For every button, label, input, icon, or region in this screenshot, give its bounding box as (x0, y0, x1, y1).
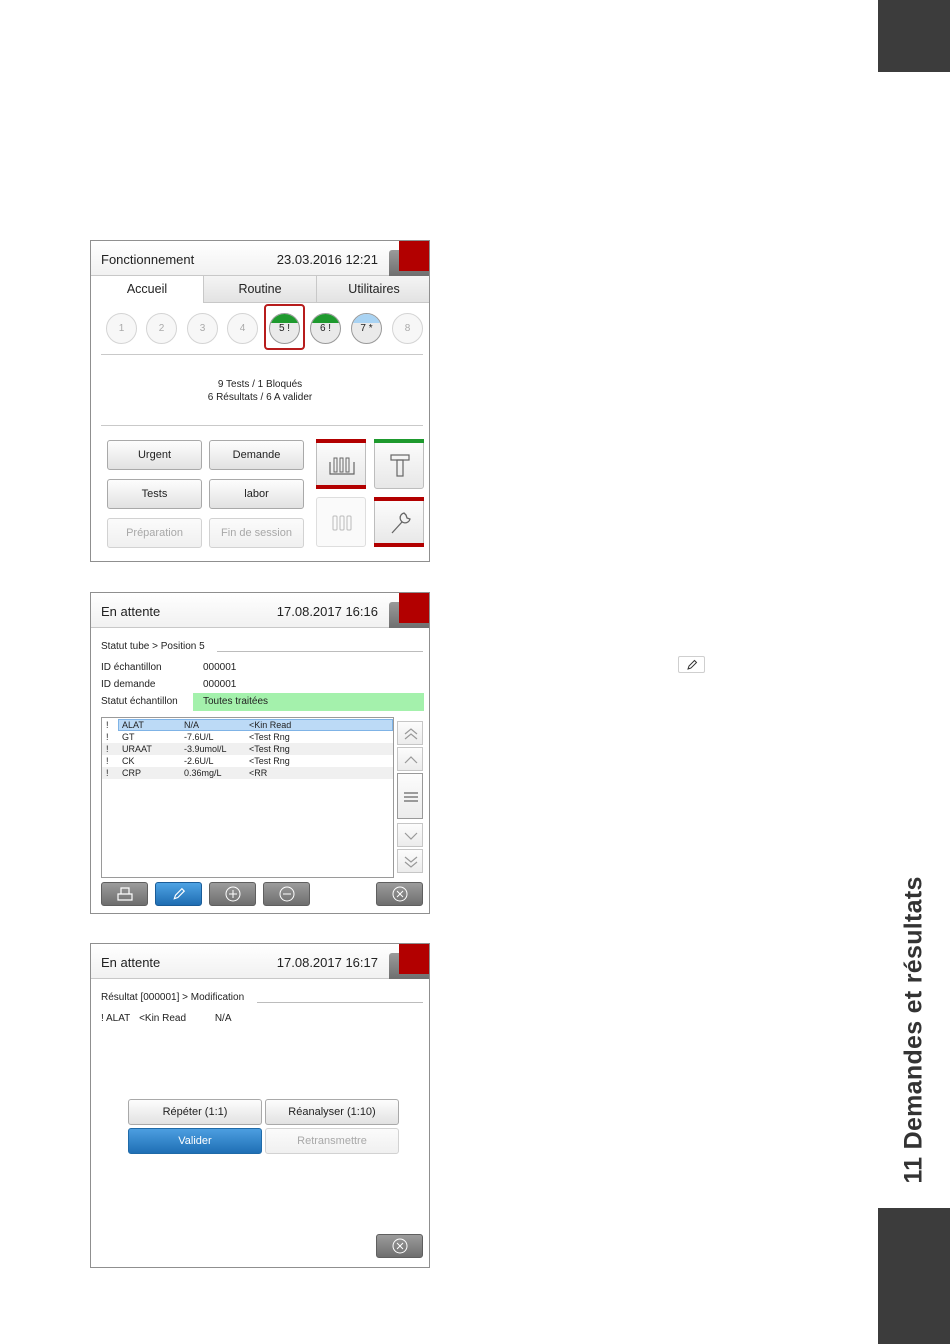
chevron-down-icon (403, 828, 419, 844)
screen-header (91, 241, 429, 276)
header-datetime: 23.03.2016 12:21 (276, 252, 378, 267)
fin-session-button[interactable]: Fin de session (209, 518, 304, 548)
status-bar-red (374, 543, 424, 547)
position-1[interactable]: 1 (106, 313, 137, 344)
screen-result-modification (90, 943, 430, 1268)
screen-title: En attente (101, 604, 161, 619)
field-value: 000001 (203, 679, 237, 690)
screen-header (91, 593, 429, 628)
remove-button[interactable] (263, 882, 310, 906)
scroll-top-button[interactable] (397, 721, 423, 745)
pencil-icon (172, 887, 186, 901)
results-list (101, 717, 394, 878)
scroll-bottom-button[interactable] (397, 849, 423, 873)
reagent-cassette-icon (385, 450, 415, 480)
urgent-button[interactable]: Urgent (107, 440, 202, 470)
divider (101, 425, 423, 426)
scroll-down-button[interactable] (397, 823, 423, 847)
add-button[interactable] (209, 882, 256, 906)
tubes-icon (327, 508, 357, 538)
table-row[interactable]: ! CRP 0.36mg/L <RR (102, 767, 393, 779)
maintenance-tile[interactable] (374, 497, 424, 547)
summary-results: 6 Résultats / 6 A valider (207, 392, 313, 403)
status-badge: Toutes traitées (193, 693, 424, 711)
tab-accueil[interactable]: Accueil (91, 276, 204, 303)
chapter-tab-bottom (878, 1208, 950, 1344)
tab-utilitaires[interactable]: Utilitaires (317, 276, 430, 303)
double-chevron-down-icon (403, 854, 419, 870)
position-4[interactable]: 4 (227, 313, 258, 344)
status-bar-red (316, 439, 366, 443)
field-label: ID échantillon (101, 662, 162, 673)
tab-routine[interactable]: Routine (204, 276, 317, 303)
printer-icon (116, 887, 134, 901)
field-label: ID demande (101, 679, 156, 690)
chapter-title: 11 Demandes et résultats (899, 876, 928, 1184)
close-icon (392, 886, 408, 902)
breadcrumb: Résultat [000001] > Modification (101, 992, 245, 1003)
screen-header (91, 944, 429, 979)
retransmettre-button[interactable]: Retransmettre (265, 1128, 399, 1154)
chapter-tab-top (878, 0, 950, 72)
screen-tube-status (90, 592, 430, 914)
screen-title: En attente (101, 955, 161, 970)
breadcrumb-rule (217, 651, 423, 652)
status-bar-red (374, 497, 424, 501)
divider (101, 354, 423, 355)
breadcrumb: Statut tube > Position 5 (101, 641, 205, 652)
minus-circle-icon (279, 886, 295, 902)
close-icon (392, 1238, 408, 1254)
sample-rack-icon (327, 450, 357, 480)
plus-circle-icon (225, 886, 241, 902)
position-7[interactable]: 7 * (351, 313, 382, 344)
alarm-indicator[interactable] (399, 593, 429, 623)
position-2[interactable]: 2 (146, 313, 177, 344)
reagent-tile[interactable] (374, 439, 424, 489)
table-row[interactable]: ! ALAT N/A <Kin Read (102, 719, 393, 731)
sample-rack-tile[interactable] (316, 439, 366, 489)
position-3[interactable]: 3 (187, 313, 218, 344)
print-button[interactable] (101, 882, 148, 906)
position-8[interactable]: 8 (392, 313, 423, 344)
double-chevron-up-icon (403, 726, 419, 742)
edit-button[interactable] (155, 882, 202, 906)
field-label: Statut échantillon (101, 696, 178, 707)
table-row[interactable]: ! GT -7.6U/L <Test Rng (106, 732, 290, 742)
status-bar-red (316, 485, 366, 489)
scroll-thumb[interactable] (397, 773, 423, 819)
scrollbar (397, 721, 423, 876)
wrench-icon (385, 508, 415, 538)
preparation-button[interactable]: Préparation (107, 518, 202, 548)
close-button[interactable] (376, 882, 423, 906)
field-value: 000001 (203, 662, 237, 673)
valider-button[interactable]: Valider (128, 1128, 262, 1154)
edit-pencil-reference-icon (678, 656, 705, 673)
table-row[interactable]: ! URAAT -3.9umol/L <Test Rng (102, 743, 393, 755)
labor-button[interactable]: labor (209, 479, 304, 509)
position-5[interactable]: 5 ! (269, 313, 300, 344)
tube-tile[interactable] (316, 497, 366, 547)
screen-home (90, 240, 430, 562)
selected-position-highlight (264, 304, 305, 350)
alarm-indicator[interactable] (399, 241, 429, 271)
position-6[interactable]: 6 ! (310, 313, 341, 344)
chevron-up-icon (403, 752, 419, 768)
tab-bar (91, 276, 429, 303)
repeter-button[interactable]: Répéter (1:1) (128, 1099, 262, 1125)
menu-lines-icon (403, 789, 419, 805)
tests-button[interactable]: Tests (107, 479, 202, 509)
breadcrumb-rule (257, 1002, 423, 1003)
summary-tests: 9 Tests / 1 Bloqués (217, 379, 303, 390)
result-summary (101, 1013, 232, 1024)
header-datetime: 17.08.2017 16:17 (276, 955, 378, 970)
alarm-indicator[interactable] (399, 944, 429, 974)
result-value: N/A (214, 1013, 232, 1024)
status-bar-green (374, 439, 424, 443)
screen-title: Fonctionnement (101, 252, 195, 267)
table-row[interactable]: ! CK -2.6U/L <Test Rng (106, 756, 290, 766)
result-test: ! ALAT (101, 1013, 131, 1024)
demande-button[interactable]: Demande (209, 440, 304, 470)
reanalyser-button[interactable]: Réanalyser (1:10) (265, 1099, 399, 1125)
scroll-up-button[interactable] (397, 747, 423, 771)
result-remark: <Kin Read (139, 1013, 187, 1024)
close-button[interactable] (376, 1234, 423, 1258)
header-datetime: 17.08.2017 16:16 (276, 604, 378, 619)
